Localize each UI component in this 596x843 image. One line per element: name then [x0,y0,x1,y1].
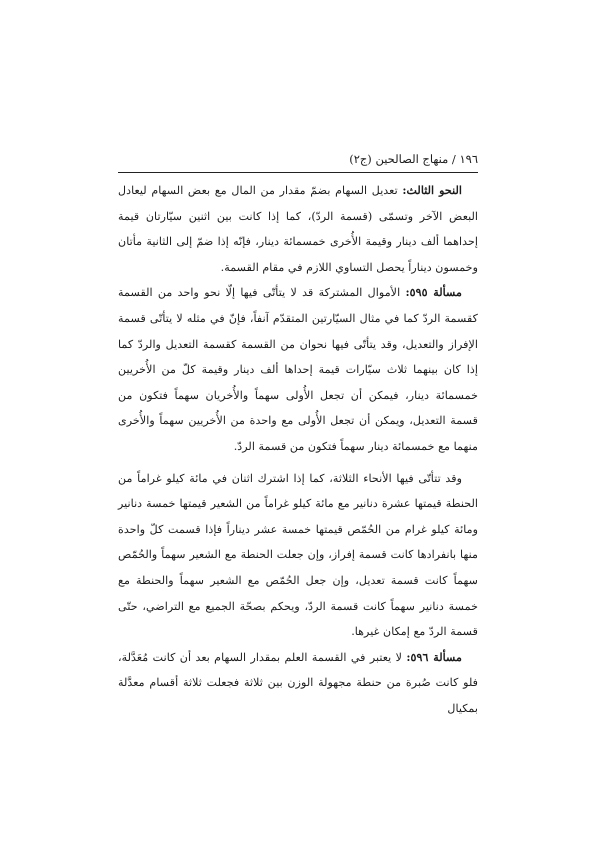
issue-heading: مسألة ٥٩٥: [405,285,462,300]
issue-heading: مسألة ٥٩٦: [406,649,462,664]
paragraph-text: وقد تتأتّى فيها الأنحاء الثلاثة، كما إذا اشترك اثنان في مائة كيلو غراماً من الحنطة قيمتها عشرة دنانير مع مائة كيلو غراماً من الشعير قيمتها خمسة دنانير ومائة كيلو غرام من الحُمّص قيمتها خمسة عشر ديناراً فإذا قسمت كلّ واحدة منها بانفرادها كانت قسمة إفراز، وإن جعلت الحنطة مع الشعير سهماً والحُمّص سهماً كانت قسمة تعديل، وإن جعل الحُمّص مع الشعير سهماً والحنطة مع خمسة دنانير سهماً كانت قسمة الردّ، ويحكم بصحّة الجميع مع التراضي، حتّى قسمة الردّ مع إمكان غيرها. [118,471,478,639]
paragraph [118,645,478,722]
section-heading: النحو الثالث: [402,183,462,197]
header-rule [118,172,478,173]
paragraph [118,280,478,459]
running-header: ١٩٦ / منهاج الصالحين (ج٢) [349,152,478,166]
paragraph-text: تعديل السهام بضمّ مقدار من المال مع بعض السهام ليعادل البعض الآخر وتسمّى (قسمة الردّ)، كما إذا كانت بين اثنين سيّارتان قيمة إحداهما ألف دينار وقيمة الأُخرى خمسمائة دينار، فإنّه إذا ضمّ إلى الثانية مأتان وخمسون ديناراً يحصل التساوي اللازم في مقام القسمة. [118,184,478,274]
page-body [118,178,478,721]
paragraph [118,466,478,645]
paragraph-text: الأموال المشتركة قد لا يتأتّى فيها إلّا نحو واحد من القسمة كقسمة الردّ كما في مثال السيّارتين المتقدّم آنفاً، فإنّ في مثله لا يتأتّى قسمة الإفراز والتعديل، وقد يتأتّى فيها نحوان من القسمة كقسمة التعديل والردّ كما إذا كان بينهما ثلاث سيّارات قيمة إحداها ألف دينار وقيمة كلّ من الأُخريين خمسمائة دينار، فيمكن أن تجعل الأُولى سهماً والأُخريان سهماً فتكون من قسمة التعديل، ويمكن أن تجعل الأُولى مع واحدة من الأُخريين سهماً والأُخرى منهما مع خمسمائة دينار سهماً فتكون من قسمة الردّ. [118,286,478,453]
paragraph [118,178,478,280]
paragraph-text: لا يعتبر في القسمة العلم بمقدار السهام بعد أن كانت مُعَدَّلة، فلو كانت صُبرة من حنطة مجهولة الوزن بين ثلاثة فجعلت ثلاثة أقسام معدَّلة بمكيال [118,650,478,715]
